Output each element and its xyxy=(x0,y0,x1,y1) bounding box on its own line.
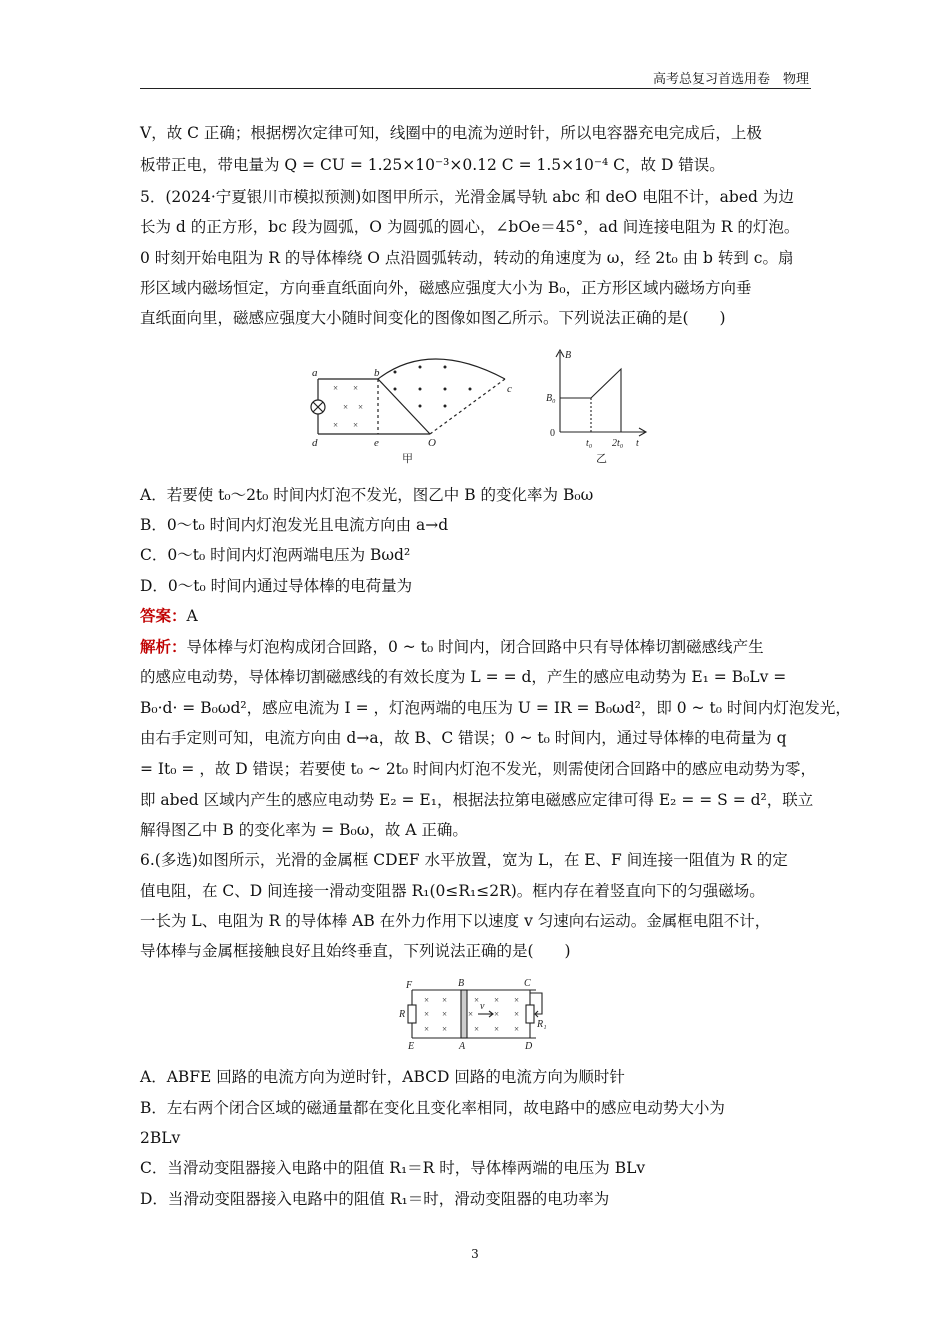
svg-text:×: × xyxy=(424,1009,430,1019)
axis-B: B xyxy=(565,350,572,361)
tick-2t0: 2t₀ xyxy=(612,438,624,449)
q5-option-a: A．若要使 t₀～2t₀ 时间内灯泡不发光，图乙中 B 的变化率为 B₀ω xyxy=(140,486,594,504)
label-D: D xyxy=(525,1041,533,1052)
svg-text:×: × xyxy=(343,402,349,412)
svg-text:×: × xyxy=(353,383,359,393)
q5-line-1: 5．(2024·宁夏银川市模拟预测)如图甲所示，光滑金属导轨 abc 和 deO 电阻不计，abed 为边 xyxy=(140,188,794,206)
q5-line-3: 0 时刻开始电阻为 R 的导体棒绕 O 点沿圆弧转动，转动的角速度为 ω，经 2t₀ 由 b 转到 c。扇 xyxy=(140,249,794,267)
q6-line-4: 导体棒与金属框接触良好且始终垂直，下列说法正确的是( ) xyxy=(140,942,571,960)
svg-text:×: × xyxy=(474,1024,480,1034)
prev-line-2: 板带正电，带电量为 Q = CU = 1.25×10⁻³×0.12 C = 1.5×10⁻⁴ C，故 D 错误。 xyxy=(140,156,725,174)
caption-jia: 甲 xyxy=(402,453,413,465)
q5-analysis-6: 即 abed 区域内产生的感应电动势 E₂ = E₁，根据法拉第电磁感应定律可得 E₂ = = S = d²，联立 xyxy=(140,791,814,809)
q6-figure xyxy=(398,975,558,1055)
header-title: 高考总复习首选用卷 物理 xyxy=(652,72,809,87)
analysis-text-1: 导体棒与灯泡构成闭合回路，0 ~ t₀ 时间内，闭合回路中只有导体棒切割磁感线产生 xyxy=(186,638,764,656)
svg-text:×: × xyxy=(424,1024,430,1034)
q6-option-d: D．当滑动变阻器接入电路中的阻值 R₁＝时，滑动变阻器的电功率为 xyxy=(140,1190,610,1208)
label-E: E xyxy=(408,1041,415,1052)
svg-text:×: × xyxy=(494,1024,500,1034)
svg-text:×: × xyxy=(333,420,339,430)
label-R: R xyxy=(399,1009,406,1020)
page-header xyxy=(140,66,811,89)
label-v: v xyxy=(480,1001,485,1012)
svg-text:×: × xyxy=(442,1024,448,1034)
label-C: C xyxy=(524,978,531,989)
label-b: b xyxy=(374,367,380,379)
q6-option-c: C．当滑动变阻器接入电路中的阻值 R₁＝R 时，导体棒两端的电压为 BLv xyxy=(140,1159,646,1177)
q5-figure xyxy=(310,344,650,469)
label-A: A xyxy=(459,1041,466,1052)
svg-text:×: × xyxy=(442,1009,448,1019)
svg-text:×: × xyxy=(333,383,339,393)
svg-text:×: × xyxy=(514,1024,520,1034)
q5-line-4: 形区域内磁场恒定，方向垂直纸面向外，磁感应强度大小为 B₀，正方形区域内磁场方向垂 xyxy=(140,279,752,297)
svg-text:×: × xyxy=(494,995,500,1005)
q5-line-5: 直纸面向里，磁感应强度大小随时间变化的图像如图乙所示。下列说法正确的是( ) xyxy=(140,309,726,327)
axis-t: t xyxy=(636,438,639,449)
q5-answer xyxy=(140,601,812,631)
q5-option-c: C．0～t₀ 时间内灯泡两端电压为 Bωd² xyxy=(140,546,411,564)
q5-analysis-5: = It₀ = ，故 D 错误；若要使 t₀ ~ 2t₀ 时间内灯泡不发光，则需使闭合回路中的感应电动势为零， xyxy=(140,760,817,778)
q6-line-1: 6.(多选)如图所示，光滑的金属框 CDEF 水平放置，宽为 L，在 E、F 间连接一阻值为 R 的定 xyxy=(140,851,788,869)
svg-text:×: × xyxy=(424,995,430,1005)
label-a: a xyxy=(312,367,318,379)
svg-text:×: × xyxy=(514,995,520,1005)
label-d: d xyxy=(312,437,318,449)
svg-text:×: × xyxy=(494,1009,500,1019)
tick-B0: B₀ xyxy=(546,393,556,404)
label-c: c xyxy=(507,383,512,395)
tick-zero: 0 xyxy=(550,428,555,439)
q5-analysis-7: 解得图乙中 B 的变化率为 = B₀ω，故 A 正确。 xyxy=(140,821,468,839)
q6-option-b-cont: 2BLv xyxy=(140,1129,181,1147)
q6-option-b: B．左右两个闭合区域的磁通量都在变化且变化率相同，故电路中的感应电动势大小为 xyxy=(140,1099,725,1117)
label-F: F xyxy=(406,980,413,991)
caption-yi: 乙 xyxy=(596,453,607,465)
q6-line-2: 值电阻，在 C、D 间连接一滑动变阻器 R₁(0≤R₁≤2R)。框内存在着竖直向下的匀强磁场。 xyxy=(140,882,765,900)
tick-t0: t₀ xyxy=(586,438,593,449)
label-O: O xyxy=(428,437,436,449)
label-B: B xyxy=(458,978,465,989)
label-R1: R₁ xyxy=(537,1019,547,1030)
q5-option-d: D．0～t₀ 时间内通过导体棒的电荷量为 xyxy=(140,577,413,595)
answer-value: A xyxy=(186,607,198,625)
q5-analysis-4: 由右手定则可知，电流方向由 d→a，故 B、C 错误；0 ~ t₀ 时间内，通过导体棒的电荷量为 q xyxy=(140,729,787,747)
q5-analysis-1 xyxy=(140,632,812,662)
svg-text:×: × xyxy=(468,1009,474,1019)
q5-analysis-3: B₀·d· = B₀ωd²，感应电流为 I = ，灯泡两端的电压为 U = IR = B₀ωd²，即 0 ~ t₀ 时间内灯泡发光， xyxy=(140,699,851,717)
svg-text:×: × xyxy=(474,995,480,1005)
svg-text:×: × xyxy=(514,1009,520,1019)
q5-option-b: B．0～t₀ 时间内灯泡发光且电流方向由 a→d xyxy=(140,516,449,534)
page-number: 3 xyxy=(471,1247,479,1261)
q6-line-3: 一长为 L、电阻为 R 的导体棒 AB 在外力作用下以速度 v 匀速向右运动。金属框电阻不计， xyxy=(140,912,771,930)
q6-option-a: A．ABFE 回路的电流方向为逆时针，ABCD 回路的电流方向为顺时针 xyxy=(140,1068,625,1086)
svg-text:×: × xyxy=(353,420,359,430)
answer-label: 答案： xyxy=(140,606,187,625)
analysis-label: 解析： xyxy=(140,637,187,656)
q5-analysis-2: 的感应电动势，导体棒切割磁感线的有效长度为 L = = d，产生的感应电动势为 E₁ = B₀Lv = xyxy=(140,668,787,686)
label-e: e xyxy=(374,437,379,449)
prev-line-1: V，故 C 正确；根据楞次定律可知，线圈中的电流为逆时针，所以电容器充电完成后，上极 xyxy=(140,124,762,142)
svg-text:×: × xyxy=(358,402,364,412)
q5-line-2: 长为 d 的正方形，bc 段为圆弧，O 为圆弧的圆心，∠bOe＝45°，ad 间连接电阻为 R 的灯泡。 xyxy=(140,218,800,236)
svg-text:×: × xyxy=(442,995,448,1005)
